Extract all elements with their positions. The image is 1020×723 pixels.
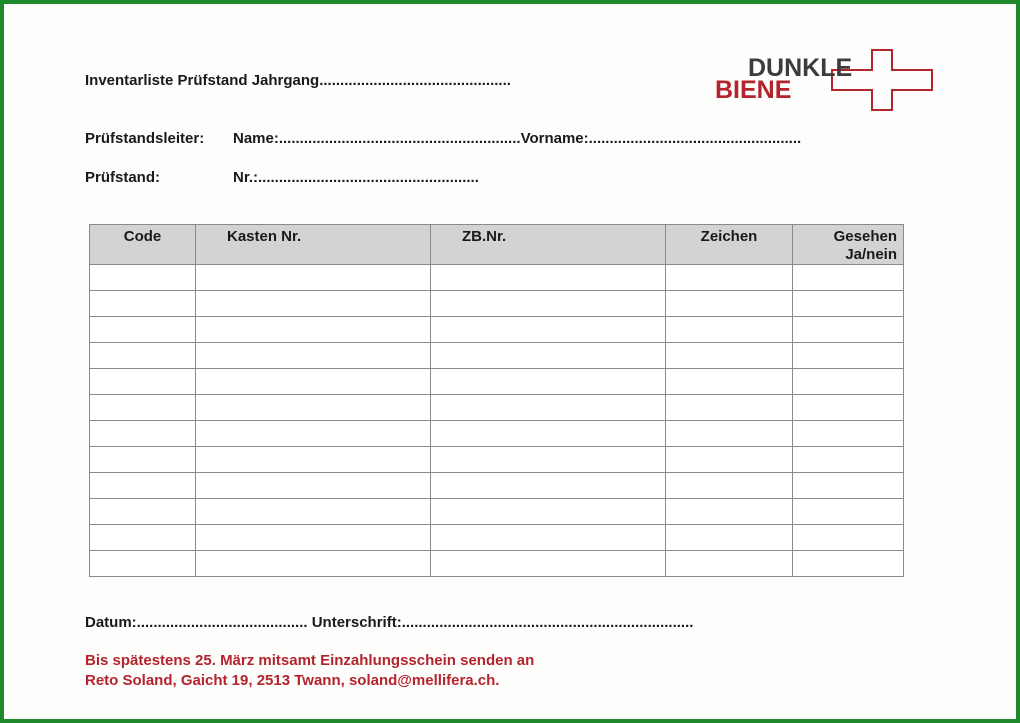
table-cell bbox=[793, 265, 904, 291]
table-cell bbox=[666, 343, 793, 369]
table-cell bbox=[793, 499, 904, 525]
table-row bbox=[90, 369, 904, 395]
table-cell bbox=[793, 551, 904, 577]
name-vorname-field: Name:..........................................................Vorname:................................................... bbox=[233, 130, 802, 147]
table-cell bbox=[196, 369, 431, 395]
table-cell bbox=[431, 343, 666, 369]
header-kasten-nr: Kasten Nr. bbox=[196, 225, 431, 265]
table-cell bbox=[793, 291, 904, 317]
table-cell bbox=[793, 317, 904, 343]
table-cell bbox=[196, 265, 431, 291]
header-gesehen: Gesehen Ja/nein bbox=[793, 225, 904, 265]
table-row bbox=[90, 317, 904, 343]
pruefstandsleiter-label: Prüfstandsleiter: bbox=[85, 130, 205, 147]
address-note: Reto Soland, Gaicht 19, 2513 Twann, soland@mellifera.ch. bbox=[85, 672, 500, 689]
table-cell bbox=[793, 369, 904, 395]
table-cell bbox=[90, 473, 196, 499]
table-cell bbox=[666, 317, 793, 343]
table-cell bbox=[90, 369, 196, 395]
table-row bbox=[90, 499, 904, 525]
table-cell bbox=[793, 421, 904, 447]
pruefstand-label: Prüfstand: bbox=[85, 169, 160, 186]
table-cell bbox=[90, 551, 196, 577]
table-header-row bbox=[90, 225, 904, 265]
table-row bbox=[90, 421, 904, 447]
table-cell bbox=[431, 499, 666, 525]
pruefstand-nr-field: Nr.:..................................................... bbox=[233, 169, 479, 186]
table-cell bbox=[196, 343, 431, 369]
table-cell bbox=[90, 447, 196, 473]
logo-graphic bbox=[712, 48, 936, 114]
table-cell bbox=[431, 421, 666, 447]
table-cell bbox=[196, 291, 431, 317]
table-row bbox=[90, 265, 904, 291]
table-cell bbox=[793, 343, 904, 369]
table-cell bbox=[90, 317, 196, 343]
deadline-note: Bis spätestens 25. März mitsamt Einzahlungsschein senden an bbox=[85, 652, 535, 669]
table-cell bbox=[431, 395, 666, 421]
table-row bbox=[90, 395, 904, 421]
table-cell bbox=[196, 473, 431, 499]
table-cell bbox=[90, 525, 196, 551]
table-cell bbox=[793, 473, 904, 499]
table-cell bbox=[666, 291, 793, 317]
logo-text-dunkle: DUNKLE bbox=[748, 54, 853, 82]
table-cell bbox=[196, 525, 431, 551]
table-cell bbox=[196, 421, 431, 447]
table-cell bbox=[431, 551, 666, 577]
table-cell bbox=[90, 499, 196, 525]
table-row bbox=[90, 551, 904, 577]
table-cell bbox=[90, 343, 196, 369]
table-cell bbox=[90, 265, 196, 291]
table-cell bbox=[431, 447, 666, 473]
table-cell bbox=[90, 291, 196, 317]
table-cell bbox=[793, 525, 904, 551]
table-cell bbox=[431, 473, 666, 499]
table-cell bbox=[666, 265, 793, 291]
table-cell bbox=[666, 369, 793, 395]
table-cell bbox=[196, 317, 431, 343]
header-code: Code bbox=[90, 225, 196, 265]
header-zb-nr: ZB.Nr. bbox=[431, 225, 666, 265]
table-cell bbox=[431, 291, 666, 317]
table-cell bbox=[666, 447, 793, 473]
table-cell bbox=[196, 499, 431, 525]
table-cell bbox=[666, 421, 793, 447]
table-row bbox=[90, 291, 904, 317]
table-cell bbox=[666, 473, 793, 499]
table-cell bbox=[196, 551, 431, 577]
table-row bbox=[90, 473, 904, 499]
table-cell bbox=[793, 447, 904, 473]
table-cell bbox=[431, 525, 666, 551]
datum-unterschrift-line: Datum:......................................... Unterschrift:...................................................................... bbox=[85, 614, 694, 631]
table-cell bbox=[431, 317, 666, 343]
document-title: Inventarliste Prüfstand Jahrgang.............................................. bbox=[85, 72, 511, 89]
dunkle-biene-logo bbox=[712, 48, 936, 114]
table-cell bbox=[196, 395, 431, 421]
table-row bbox=[90, 343, 904, 369]
logo-text-biene: BIENE bbox=[715, 76, 792, 104]
table-cell bbox=[666, 551, 793, 577]
table-cell bbox=[90, 421, 196, 447]
table-row bbox=[90, 447, 904, 473]
table-cell bbox=[431, 265, 666, 291]
table-cell bbox=[90, 395, 196, 421]
table-cell bbox=[196, 447, 431, 473]
header-zeichen: Zeichen bbox=[666, 225, 793, 265]
table-cell bbox=[793, 395, 904, 421]
table-row bbox=[90, 525, 904, 551]
inventory-table bbox=[89, 224, 904, 577]
table-cell bbox=[666, 499, 793, 525]
table-cell bbox=[431, 369, 666, 395]
table-cell bbox=[666, 525, 793, 551]
table-cell bbox=[666, 395, 793, 421]
